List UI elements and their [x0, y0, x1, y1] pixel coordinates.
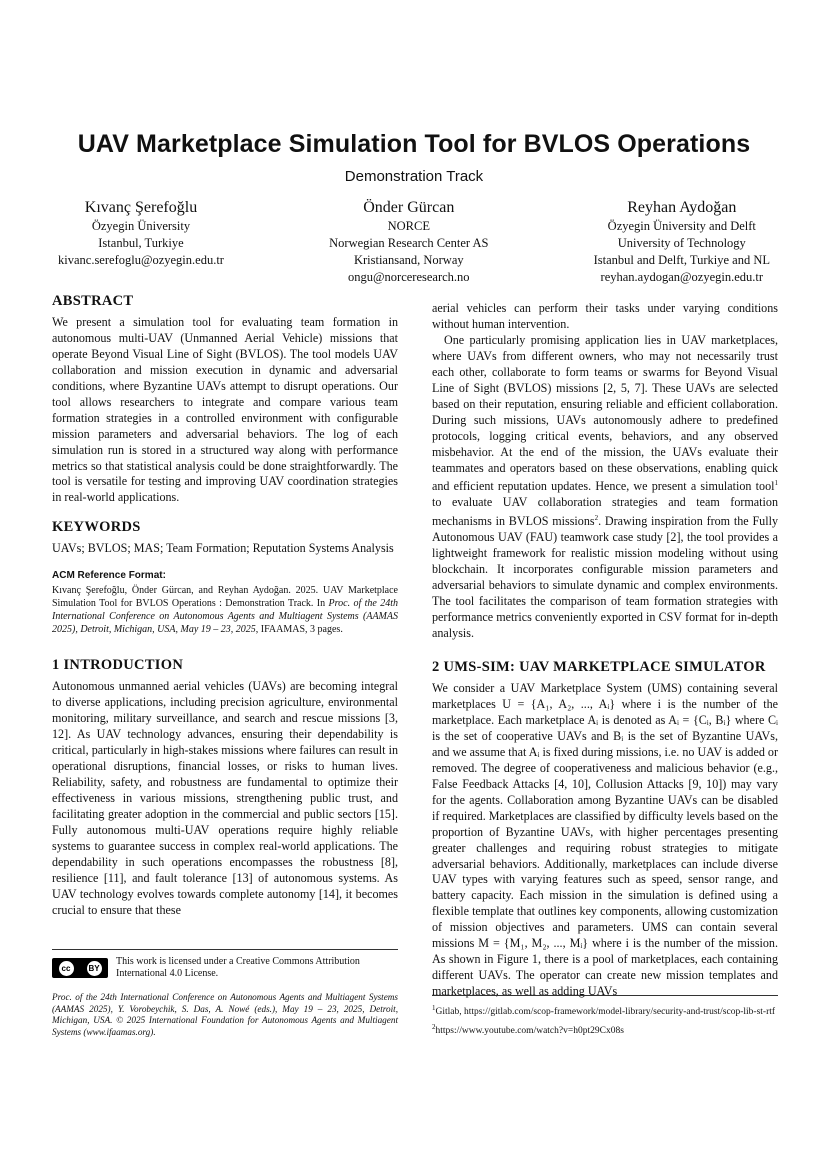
creative-commons-logo-icon — [52, 958, 108, 978]
abstract-text: We present a simulation tool for evaluating team formation in autonomous multi-UAV (Unmanned Aerial Vehicle) missions that operate Beyond Visual Line of Sight (BVLOS). The tool models UAV collaboration and mission execution in dynamic and adversarial conditions, where Byzantine UAVs attempt to disrupt operations. Our tool allows researchers to integrate and compare various team formation strategies in a controlled environment with configurable mission parameters and adversarial behaviors. The log of each simulation run is stored in a structured way along with performance metrics so that statistical analysis could be done straightforwardly. The tool is versatile for testing and improving UAV coordination strategies in real-world applications. — [52, 314, 398, 505]
author-affiliation: Özyegin Üniversity and Delft — [607, 219, 756, 233]
keywords-text: UAVs; BVLOS; MAS; Team Formation; Reputation Systems Analysis — [52, 541, 394, 556]
keywords-section — [52, 520, 398, 557]
author-email: kivanc.serefoglu@ozyegin.edu.tr — [58, 253, 224, 267]
author-affiliation: Özyegin Üniversity — [91, 219, 191, 233]
introduction-paragraph-2: One particularly promising application lies in UAV marketplaces, where UAVs from different owners, who may not necessarily trust each other, collaborate to form teams or swarms for Beyond Visual Line of Sight (BVLOS) missions [2, 5, 7]. These UAVs are selected based on their reputation, ensuring reliable and efficient collaboration. During such missions, UAVs autonomously adhere to predefined protocols, logging critical events, behaviors, and any observed misbehavior. At the end of the mission, the UAVs evaluate their teammates and operators based on these observations, enabling quick and efficient reputation updates. Hence, we present a simulation tool$^1$ to evaluate UAV collaboration strategies and team formation mechanisms in BVLOS missions$^2$. Drawing inspiration from the Fully Autonomous UAV (FAU) teamwork case study [2], the tool provides a lightweight framework for realistic mission modeling without using blockchain. It incorporates configurable mission parameters and adversarial behaviors to simulate dynamic and complex environments. The tool facilitates the comparison of team formation strategies with performance metrics conveniently exported in CSV format for in-depth analysis. — [432, 332, 778, 641]
footnote-1-link[interactable]: Gitlab, https://gitlab.com/scop-framework/model-library/security-and-trust/scop-lib-st-rtf — [435, 1007, 776, 1018]
proceedings-note: Proc. of the 24th International Conference on Autonomous Agents and Multiagent Systems (AAMAS 2025), Y. Vorobeychik, S. Das, A. Nowé (eds.), May 19 – 23, 2025, Detroit, Michigan, USA. © 2025 International Foundation for Autonomous Agents and Multiagent Systems (www.ifaamas.org). — [52, 992, 398, 1037]
author-affiliation: Norwegian Research Center AS — [329, 236, 489, 250]
footnote-2-link[interactable]: https://www.youtube.com/watch?v=h0pt29Cx08s — [435, 1026, 624, 1037]
author-2 — [329, 198, 488, 286]
section-2 — [432, 660, 778, 1000]
author-affiliation: University of Technology — [617, 236, 746, 250]
footnote-mark-2: 2 — [594, 514, 599, 523]
introduction-paragraph: Autonomous unmanned aerial vehicles (UAVs) are becoming integral to diverse applications, including precision agriculture, environmental monitoring, military surveillance, and search and rescue missions [3, 12]. As UAV technology advances, ensuring their dependability is critical, particularly in high-stakes missions where failures can result in operational disruptions, financial losses, or risks to human lives. Reliability, safety, and robustness are fundamental to optimize their effectiveness in various missions, strengthening public trust, and facilitating greater adoption in the commercial and public sectors [15]. Fully autonomous multi-UAV operations require highly reliable systems to guarantee success in complex real-world applications. The dependability in such operations encompasses the robustness [8], resilience [11], and fault tolerance [13] of autonomous systems. As UAV technology evolves towards complete autonomy [14], it becomes crucial to ensure that these — [52, 679, 398, 917]
acm-reference-format — [52, 569, 398, 636]
introduction-section — [52, 658, 398, 918]
acm-reference-label: ACM Reference Format: — [52, 570, 166, 582]
left-column — [52, 294, 398, 919]
author-3 — [594, 198, 770, 286]
footnote-1: $^1$Gitlab, https://gitlab.com/scop-framework/model-library/security-and-trust/scop-lib-st-rtf — [432, 1004, 776, 1018]
paper-title: UAV Marketplace Simulation Tool for BVLOS Operations — [77, 130, 751, 158]
footnotes — [432, 995, 778, 1040]
acm-reference-end: , IFAAMAS, 3 pages. — [255, 624, 343, 636]
acm-reference-venue: Proc. of the 24th International Conference on Autonomous Agents and Multiagent Systems (AAMAS 2025), Detroit, Michigan, USA, May 19 – 23, 2025 — [52, 598, 399, 636]
author-affiliation: NORCE — [387, 219, 430, 233]
introduction-heading: 1 INTRODUCTION — [52, 657, 184, 674]
author-name: Önder Gürcan — [363, 199, 455, 216]
author-email: reyhan.aydogan@ozyegin.edu.tr — [600, 270, 764, 284]
author-name: Kıvanç Şerefoğlu — [84, 199, 198, 216]
introduction-continued: aerial vehicles can perform their tasks under varying conditions without human intervention. — [432, 301, 778, 331]
keywords-heading: KEYWORDS — [52, 519, 141, 536]
acm-reference-text: Kıvanç Şerefoğlu, Önder Gürcan, and Reyhan Aydoğan. 2025. UAV Marketplace Simulation Tool for BVLOS Operations : Demonstration Track. In — [52, 585, 398, 610]
license-box — [52, 949, 398, 980]
license-text: This work is licensed under a Creative Commons Attribution International 4.0 License. — [116, 956, 360, 979]
author-location: Kristiansand, Norway — [353, 253, 464, 267]
section-2-heading: 2 UMS-SIM: UAV MARKETPLACE SIMULATOR — [432, 659, 766, 676]
footnote-mark-1: 1 — [774, 479, 778, 488]
cc-by-icon: BY — [87, 961, 102, 976]
author-location: Istanbul and Delft, Turkiye and NL — [593, 253, 770, 267]
author-1 — [58, 198, 224, 286]
footnote-2: $^2$https://www.youtube.com/watch?v=h0pt29Cx08s — [432, 1023, 624, 1037]
author-location: Istanbul, Turkiye — [98, 236, 184, 250]
section-2-paragraph: We consider a UAV Marketplace System (UMS) containing several marketplaces U = {A₁, A₂, ..., Aᵢ} where i is the number of the marketplace. Each marketplace Aᵢ is denoted as Aᵢ = {Cᵢ, Bᵢ} where Cᵢ is the set of cooperative UAVs and Bᵢ is the set of Byzantine UAVs, and we assume that Aᵢ is fixed during missions, i.e. no UAV is added or removed. The degree of cooperativeness and malicious behavior (e.g., False Feedback Attacks [4, 10], Collusion Attacks [9, 10]) may vary for the agents. Collaboration among Byzantine UAVs can be disabled if required. Marketplaces are classified by difficulty levels based on the proportion of Byzantine UAVs, with higher percentages presenting greater challenges and requiring robust strategies to mitigate adversarial behaviors. Additionally, marketplaces can include diverse UAV types with varying features such as speed, sensor range, and battery capacity. Each mission in the simulation is defined using a flexible template that outlines key components, allowing customization of mission objectives and parameters. UMS can contain several missions M = {M₁, M₂, ..., Mᵢ} where i is the number of the mission. As shown in Figure 1, there is a pool of marketplaces, each containing different UAVs. The operator can create new mission templates and marketplaces, as well as adding UAVs — [432, 681, 779, 999]
author-email: ongu@norceresearch.no — [348, 270, 470, 284]
cc-icon: cc — [59, 961, 74, 976]
paper-subtitle: Demonstration Track — [344, 168, 484, 185]
right-column — [432, 301, 778, 1000]
author-name: Reyhan Aydoğan — [627, 199, 737, 216]
abstract-heading: ABSTRACT — [52, 293, 134, 309]
author-block — [58, 198, 770, 286]
